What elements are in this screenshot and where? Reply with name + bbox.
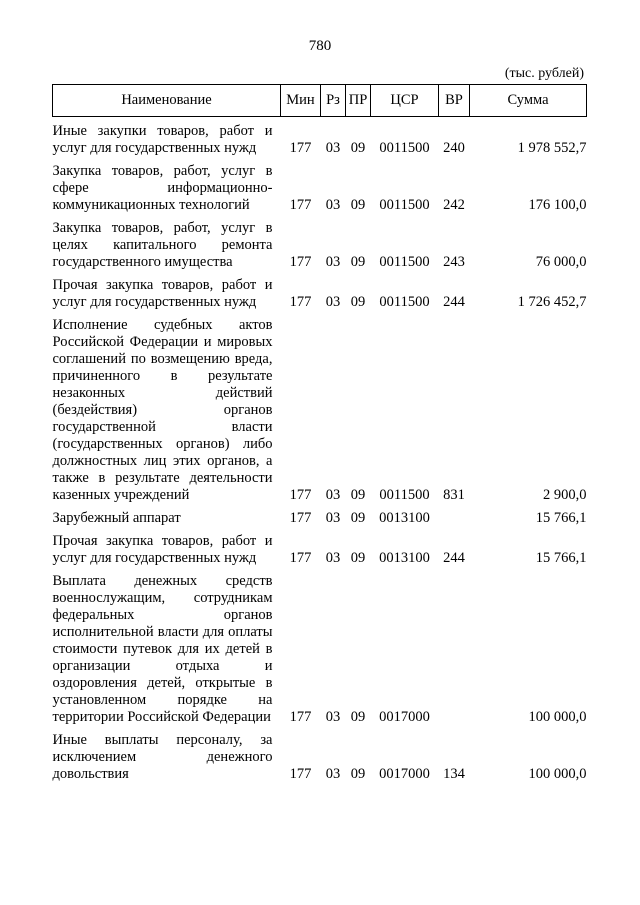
table-row [53,271,587,311]
table-row [53,527,587,567]
header-rz: Рз [321,85,346,117]
row-sum: 1 978 552,7 [517,140,587,156]
row-vr [439,567,470,726]
row-min: 177 [289,709,312,725]
table-header [53,85,587,117]
row-vr: 243 [443,254,465,270]
row-csr: 0011500 [379,140,430,156]
row-name: Зарубежный аппарат [52,510,181,526]
row-csr: 0017000 [379,766,430,782]
table-row [53,157,587,214]
row-min: 177 [289,766,312,782]
header-min: Мин [281,85,321,117]
row-name: Закупка товаров, работ, услуг в сфере информационно-коммуникационных технологий [52,163,273,213]
row-pr: 09 [350,294,366,310]
budget-table [52,84,587,783]
header-name: Наименование [53,85,281,117]
header-sum: Сумма [470,85,587,117]
row-csr: 0011500 [379,487,430,503]
row-sum: 100 000,0 [528,766,587,782]
row-sum: 2 900,0 [543,487,587,503]
row-pr: 09 [350,550,366,566]
row-min: 177 [289,550,312,566]
row-name: Прочая закупка товаров, работ и услуг для государственных нужд [52,277,273,310]
row-min: 177 [289,197,312,213]
table-row [53,504,587,527]
row-name: Выплата денежных средств военнослужащим, сотрудникам федеральных органов исполнительной власти для оплаты стоимости путевок для их детей в организации отдыха и оздоровления детей, открытые в установленном порядке на территории Российской Федерации [52,573,273,725]
row-vr: 134 [443,766,465,782]
row-min: 177 [289,254,312,270]
table-row [53,117,587,158]
row-name: Иные выплаты персоналу, за исключением денежного довольствия [52,732,273,782]
row-rz: 03 [325,487,341,503]
row-pr: 09 [350,140,366,156]
page-number: 780 [308,38,332,54]
row-vr: 831 [443,487,465,503]
table-row [53,214,587,271]
row-csr: 0013100 [379,550,430,566]
row-csr: 0013100 [379,510,430,526]
row-vr: 244 [443,550,465,566]
row-name: Прочая закупка товаров, работ и услуг для государственных нужд [52,533,273,566]
row-name: Иные закупки товаров, работ и услуг для государственных нужд [52,123,273,156]
table-body [53,117,587,784]
row-rz: 03 [325,510,341,526]
row-vr: 244 [443,294,465,310]
row-rz: 03 [325,197,341,213]
row-name: Исполнение судебных актов Российской Федерации и мировых соглашений по возмещению вреда, причиненного в результате незаконных действий (бездействия) органов государственной власти (государственных органов) либо должностных лиц этих органов, а также в результате деятельности казенных учреждений [52,317,273,503]
row-rz: 03 [325,709,341,725]
row-pr: 09 [350,709,366,725]
row-pr: 09 [350,254,366,270]
row-sum: 15 766,1 [535,510,587,526]
row-pr: 09 [350,197,366,213]
row-rz: 03 [325,550,341,566]
header-csr: ЦСР [371,85,439,117]
row-csr: 0011500 [379,197,430,213]
row-rz: 03 [325,766,341,782]
units-label: (тыс. рублей) [504,66,584,81]
row-csr: 0011500 [379,294,430,310]
row-name: Закупка товаров, работ, услуг в целях капитального ремонта государственного имущества [52,220,273,270]
row-pr: 09 [350,487,366,503]
table-row [53,726,587,783]
row-vr: 242 [443,197,465,213]
row-sum: 1 726 452,7 [517,294,587,310]
row-vr [439,504,470,527]
row-pr: 09 [350,510,366,526]
header-pr: ПР [346,85,371,117]
row-min: 177 [289,510,312,526]
row-csr: 0017000 [379,709,430,725]
row-min: 177 [289,140,312,156]
row-sum: 15 766,1 [535,550,587,566]
table-row [53,311,587,504]
header-vr: ВР [439,85,470,117]
row-vr: 240 [443,140,465,156]
row-csr: 0011500 [379,254,430,270]
row-sum: 100 000,0 [528,709,587,725]
row-sum: 176 100,0 [528,197,587,213]
row-min: 177 [289,294,312,310]
row-sum: 76 000,0 [535,254,587,270]
row-rz: 03 [325,294,341,310]
row-rz: 03 [325,140,341,156]
row-min: 177 [289,487,312,503]
row-rz: 03 [325,254,341,270]
row-pr: 09 [350,766,366,782]
table-row [53,567,587,726]
